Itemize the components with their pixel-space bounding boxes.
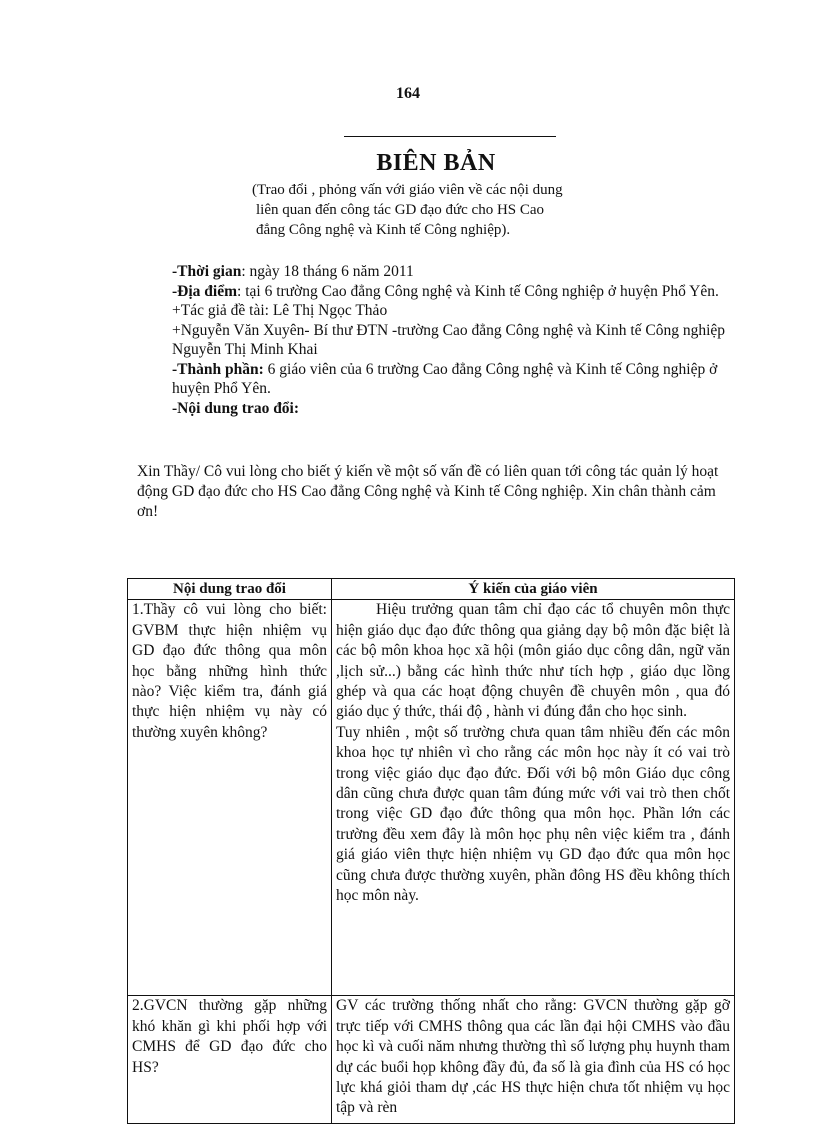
meeting-info [172,262,737,418]
meeting-place [172,282,737,302]
meeting-content-label: -Nội dung trao đổi: [172,399,300,417]
meeting-place-value: : tại 6 trường Cao đẳng Công nghệ và Kinh tế Công nghiệp ở huyện Phổ Yên. [237,282,719,300]
meeting-members [172,360,737,399]
answer-cell [332,600,735,996]
document-subtitle [252,180,642,240]
title-rule [344,136,556,137]
table-row [128,996,735,1124]
answer-paragraph: Hiệu trưởng quan tâm chỉ đạo các tổ chuyên môn thực hiện giáo dục đạo đức thông qua giảng dạy bộ môn đặc biệt là các bộ môn khoa học xã hội (môn giáo dục công dân, ngữ văn ,lịch sử...) bằng các hình thức như tích hợp , giáo dục lồng ghép và qua các hoạt động chuyên đề chuyên môn , qua đó giáo dục ý thức, thái độ , hành vi đúng đắn cho học sinh. [336,601,730,721]
meeting-author: +Tác giả đề tài: Lê Thị Ngọc Thảo [172,302,388,319]
meeting-place-label: -Địa điểm [172,282,238,300]
meeting-time-value: : ngày 18 tháng 6 năm 2011 [241,263,414,280]
interview-table [127,578,735,1124]
intro-paragraph: Xin Thầy/ Cô vui lòng cho biết ý kiến về một số vấn đề có liên quan tới công tác quản lý hoạt động GD đạo đức cho HS Cao đẳng Công nghệ và Kinh tế Công nghiệp. Xin chân thành cảm ơn! [137,463,719,520]
table-row [128,600,735,996]
meeting-members-value: 6 giáo viên của 6 trường Cao đẳng Công nghệ và Kinh tế Công nghiệp ở huyện Phổ Yên. [172,360,718,397]
table-header-answer: Ý kiến của giáo viên [332,579,735,600]
question-cell: 2.GVCN thường gặp những khó khăn gì khi phối hợp với CMHS để GD đạo đức cho HS? [128,996,332,1124]
table-header-row [128,579,735,600]
table-header-question: Nội dung trao đổi [128,579,332,600]
answer-paragraph: Tuy nhiên , một số trường chưa quan tâm nhiều đến các môn khoa học tự nhiên vì cho rằng các môn học này ít có vai trò trong việc giáo dục đạo đức. Đối với bộ môn Giáo dục công dân cũng chưa được quan tâm đúng mức với vai trò then chốt trong việc GD đạo đức thông qua môn học. Phần lớn các trường đều xem đây là môn học phụ nên việc kiểm tra , đánh giá giáo viên thực hiện nhiệm vụ GD đạo đức qua môn học cũng chưa được thường xuyên, phần đông HS đều không thích học môn này. [336,723,730,905]
subtitle-line: liên quan đến công tác GD đạo đức cho HS Cao [256,202,545,218]
meeting-secretary: +Nguyễn Văn Xuyên- Bí thư ĐTN -trường Cao đẳng Công nghệ và Kinh tế Công nghiệp Nguyễn Thị Minh Khai [172,321,726,358]
meeting-time [172,262,737,282]
subtitle-line: (Trao đổi , phỏng vấn với giáo viên về các nội dung [252,182,563,198]
answer-cell [332,996,735,1124]
subtitle-line: đẳng Công nghệ và Kinh tế Công nghiệp). [256,222,511,238]
document-title: BIÊN BẢN [376,150,496,176]
meeting-members-label: -Thành phần: [172,360,264,378]
page-number: 164 [396,85,420,102]
meeting-time-label: -Thời gian [172,263,242,280]
answer-paragraph: GV các trường thống nhất cho rằng: GVCN thường gặp gỡ trực tiếp với CMHS thông qua các lần đại hội CMHS vào đầu học kì và cuối năm nhưng thường thì số lượng phụ huynh tham dự các buổi họp không đầy đủ, đa số là gia đình của HS có học lực khá giỏi tham dự ,các HS thực hiện chưa tốt nhiệm vụ học tập và rèn [336,997,730,1117]
question-cell: 1.Thầy cô vui lòng cho biết: GVBM thực hiện nhiệm vụ GD đạo đức thông qua môn học bằng những hình thức nào? Việc kiểm tra, đánh giá thực hiện nhiệm vụ này có thường xuyên không? [128,600,332,996]
